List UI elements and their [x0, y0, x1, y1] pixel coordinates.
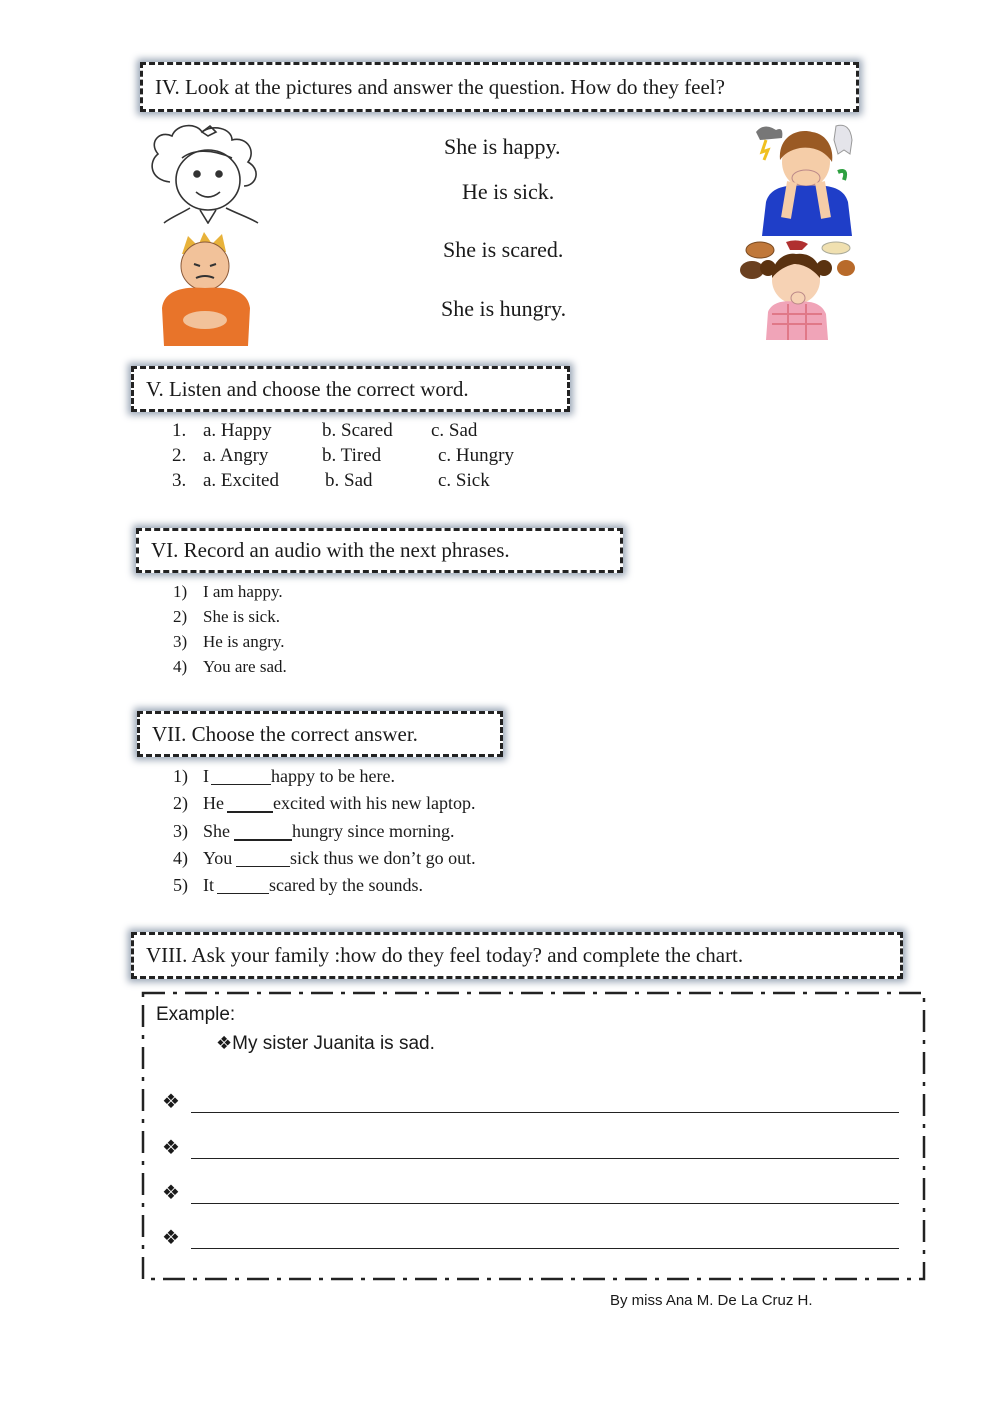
diamond-bullet-icon: ❖ [162, 1135, 180, 1159]
author-credit: By miss Ana M. De La Cruz H. [610, 1292, 813, 1309]
option-a: a. Excited [203, 470, 279, 491]
list-item: 2. a. Angry b. Tired c. Hungry [172, 445, 514, 466]
sentence-2: He is sick. [462, 179, 555, 204]
sentence-1: She is happy. [444, 134, 561, 159]
blank-line [211, 784, 271, 785]
example-sentence: ❖My sister Juanita is sad. [216, 1033, 435, 1054]
section5-list [172, 418, 592, 493]
blank-line [227, 811, 273, 813]
happy-girl-image [140, 122, 278, 224]
blank-line [217, 893, 269, 894]
list-item: 2) She is sick. [173, 607, 280, 626]
diamond-bullet-icon: ❖ [162, 1225, 180, 1249]
list-item: 3) He is angry. [173, 632, 285, 651]
section7-title: VII. Choose the correct answer. [152, 721, 418, 746]
option-c: c. Sick [438, 470, 490, 491]
section5-title-box [131, 366, 570, 412]
list-item: 3. a. Excited b. Sad c. Sick [172, 470, 490, 491]
list-item: 5) It scared by the sounds. [173, 875, 423, 896]
list-item: 4) You sick thus we don’t go out. [173, 847, 476, 868]
list-item: 2) He excited with his new laptop. [173, 793, 476, 814]
section6-title-box [136, 528, 623, 573]
option-a: a. Happy [203, 420, 272, 441]
scared-boy-image [752, 122, 858, 236]
section6-title: VI. Record an audio with the next phrases. [151, 538, 510, 562]
sick-boy-image [150, 228, 262, 346]
list-item: 1. a. Happy b. Scared c. Sad [172, 420, 478, 441]
answer-line[interactable] [191, 1248, 899, 1249]
answer-line[interactable] [191, 1112, 899, 1113]
answer-line[interactable] [191, 1158, 899, 1159]
option-b: b. Sad [325, 470, 373, 491]
list-item: 4) You are sad. [173, 657, 287, 676]
example-label: Example: [156, 1004, 236, 1025]
sentence-4: She is hungry. [441, 296, 567, 321]
list-item: 1) I am happy. [173, 582, 283, 601]
diamond-bullet-icon: ❖ [216, 1033, 233, 1054]
section8-title-box [131, 932, 903, 979]
blank-line [236, 866, 290, 867]
section4-title-box [140, 62, 859, 112]
list-item: 1) I happy to be here. [173, 766, 395, 786]
option-c: c. Sad [431, 420, 478, 441]
sentence-3: She is scared. [443, 237, 564, 262]
section5-title: V. Listen and choose the correct word. [146, 376, 469, 401]
section7-title-box [137, 711, 503, 757]
section6-list [173, 579, 473, 679]
hungry-girl-image [738, 240, 856, 340]
section8-title: VIII. Ask your family :how do they feel today? and complete the chart. [146, 943, 744, 967]
option-a: a. Angry [203, 445, 269, 466]
blank-line [234, 839, 292, 841]
option-b: b. Scared [322, 420, 393, 441]
answer-line[interactable] [191, 1203, 899, 1204]
list-item: 3) She hungry since morning. [173, 820, 455, 841]
option-b: b. Tired [322, 445, 382, 466]
diamond-bullet-icon: ❖ [162, 1180, 180, 1204]
section7-list [173, 764, 573, 900]
option-c: c. Hungry [438, 445, 514, 466]
section4-title: IV. Look at the pictures and answer the question. How do they feel? [155, 74, 725, 99]
diamond-bullet-icon: ❖ [162, 1089, 180, 1113]
